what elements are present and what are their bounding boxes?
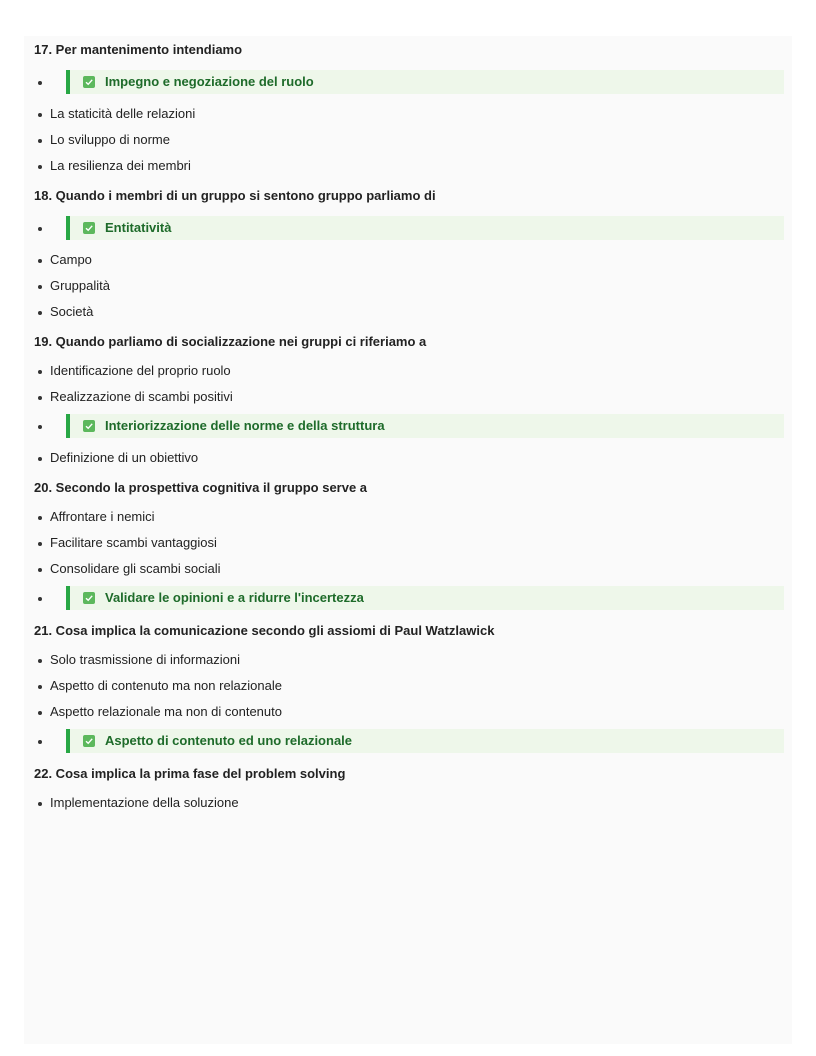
correct-answer	[34, 729, 784, 753]
answer-option	[34, 303, 784, 321]
question-title: 19. Quando parliamo di socializzazione nei gruppi ci riferiamo a	[34, 334, 427, 349]
answer-text: La staticità delle relazioni	[50, 106, 196, 121]
answer-text: Aspetto relazionale ma non di contenuto	[50, 704, 282, 719]
answer-option	[34, 794, 784, 812]
answer-text: Aspetto di contenuto ma non relazionale	[50, 678, 282, 693]
answer-list	[34, 651, 784, 753]
answer-option	[34, 362, 784, 380]
answer-option	[34, 560, 784, 578]
answer-text: Realizzazione di scambi positivi	[50, 389, 233, 404]
question-block	[34, 187, 784, 321]
answer-option	[34, 105, 784, 123]
answer-option	[34, 508, 784, 526]
answer-option	[34, 651, 784, 669]
answer-text: La resilienza dei membri	[50, 158, 191, 173]
answer-text: Impegno e negoziazione del ruolo	[105, 74, 314, 89]
answer-option	[34, 157, 784, 175]
answer-option	[34, 251, 784, 269]
answer-text: Affrontare i nemici	[50, 509, 155, 524]
question-block	[34, 765, 784, 812]
answer-text: Entitatività	[105, 220, 172, 235]
answer-option	[34, 277, 784, 295]
answer-option	[34, 131, 784, 149]
answer-option	[34, 703, 784, 721]
check-icon	[83, 420, 95, 432]
correct-answer	[34, 70, 784, 94]
correct-answer	[34, 586, 784, 610]
answer-text: Consolidare gli scambi sociali	[50, 561, 221, 576]
question-block	[34, 479, 784, 610]
answer-text: Lo sviluppo di norme	[50, 132, 170, 147]
check-icon	[83, 76, 95, 88]
correct-answer	[34, 216, 784, 240]
answer-list	[34, 216, 784, 321]
correct-answer-highlight	[66, 414, 784, 438]
question-title: 18. Quando i membri di un gruppo si sentono gruppo parliamo di	[34, 188, 436, 203]
answer-option	[34, 388, 784, 406]
check-icon	[83, 592, 95, 604]
correct-answer-highlight	[66, 729, 784, 753]
answer-text: Solo trasmissione di informazioni	[50, 652, 241, 667]
question-title: 21. Cosa implica la comunicazione secondo gli assiomi di Paul Watzlawick	[34, 623, 495, 638]
answer-option	[34, 677, 784, 695]
answer-option	[34, 449, 784, 467]
question-block	[34, 333, 784, 467]
correct-answer-highlight	[66, 70, 784, 94]
correct-answer-highlight	[66, 216, 784, 240]
question-title: 20. Secondo la prospettiva cognitiva il gruppo serve a	[34, 480, 368, 495]
answer-text: Definizione di un obiettivo	[50, 450, 199, 465]
answer-text: Implementazione della soluzione	[50, 795, 239, 810]
answer-text: Identificazione del proprio ruolo	[50, 363, 231, 378]
quiz-panel	[24, 36, 792, 1044]
answer-option	[34, 534, 784, 552]
answer-text: Aspetto di contenuto ed uno relazionale	[105, 733, 353, 748]
check-icon	[83, 735, 95, 747]
answer-list	[34, 362, 784, 467]
answer-text: Interiorizzazione delle norme e della struttura	[105, 418, 385, 433]
answer-list	[34, 70, 784, 175]
check-icon	[83, 222, 95, 234]
question-block	[34, 41, 784, 175]
answer-text: Facilitare scambi vantaggiosi	[50, 535, 217, 550]
question-block	[34, 622, 784, 753]
correct-answer-highlight	[66, 586, 784, 610]
answer-text: Campo	[50, 252, 92, 267]
answer-text: Validare le opinioni e a ridurre l'incertezza	[105, 590, 364, 605]
correct-answer	[34, 414, 784, 438]
question-title: 17. Per mantenimento intendiamo	[34, 42, 243, 57]
answer-text: Società	[50, 304, 94, 319]
question-title: 22. Cosa implica la prima fase del problem solving	[34, 766, 346, 781]
answer-text: Gruppalità	[50, 278, 110, 293]
answer-list	[34, 794, 784, 812]
answer-list	[34, 508, 784, 610]
